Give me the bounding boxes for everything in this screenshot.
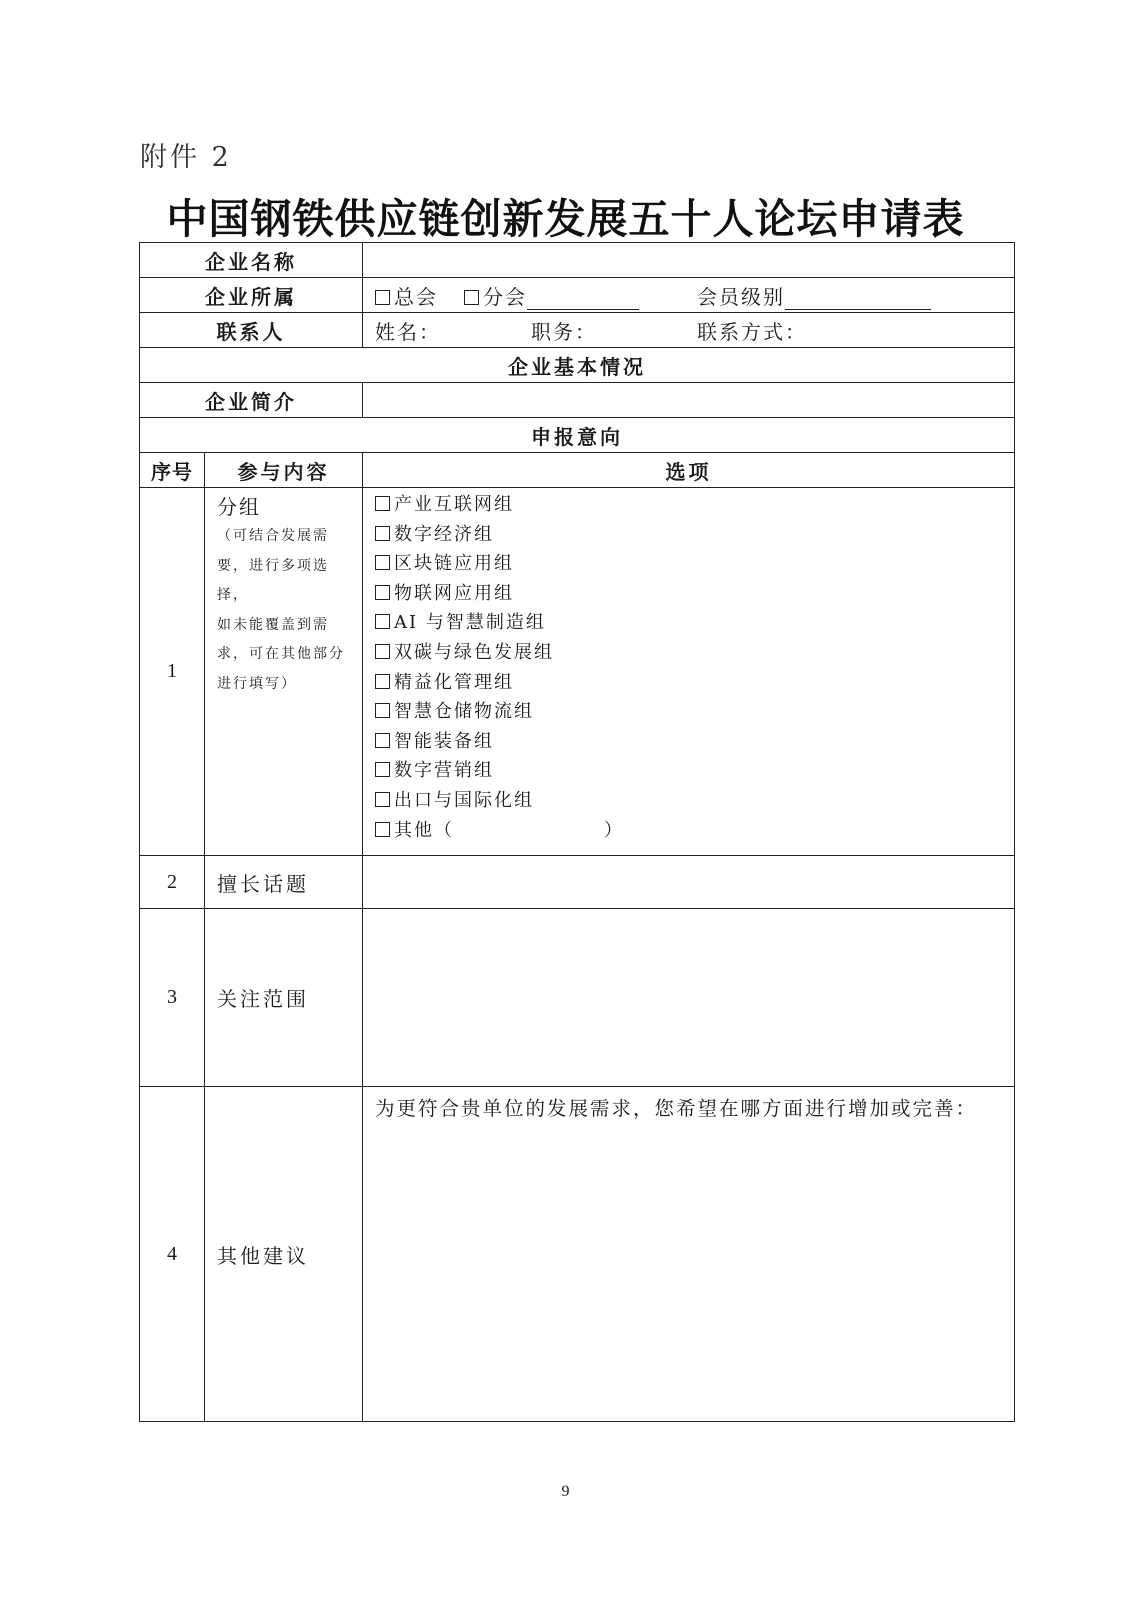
row-intro bbox=[140, 383, 1015, 418]
checkbox[interactable] bbox=[375, 496, 390, 511]
checkbox[interactable] bbox=[375, 526, 390, 541]
checkbox[interactable] bbox=[375, 555, 390, 570]
checkbox[interactable] bbox=[375, 644, 390, 659]
section-basic-info: 企业基本情况 bbox=[140, 348, 1015, 383]
option-label: 智能装备组 bbox=[394, 730, 494, 752]
option-label: 区块链应用组 bbox=[394, 553, 514, 575]
option-label: 出口与国际化组 bbox=[394, 789, 534, 811]
checkbox[interactable] bbox=[375, 674, 390, 689]
other-open-label: 其他（ bbox=[394, 819, 454, 841]
option-label: 智慧仓储物流组 bbox=[394, 701, 534, 723]
suggestions-label: 其他建议 bbox=[205, 1087, 363, 1422]
option-label: 物联网应用组 bbox=[394, 582, 514, 604]
contact-name-label: 姓名： bbox=[375, 319, 441, 344]
row-contact bbox=[140, 313, 1015, 348]
company-name-label: 企业名称 bbox=[140, 243, 363, 278]
expertise-field[interactable] bbox=[363, 856, 1015, 909]
suggestions-prompt: 为更符合贵单位的发展需求，您希望在哪方面进行增加或完善： bbox=[375, 1097, 978, 1120]
group-note bbox=[217, 522, 354, 699]
affiliation-label: 企业所属 bbox=[140, 278, 363, 313]
branch-checkbox[interactable] bbox=[464, 290, 479, 305]
row-number: 2 bbox=[140, 856, 205, 909]
group-note-line: 如未能覆盖到需 bbox=[217, 616, 329, 633]
affiliation-field bbox=[363, 278, 1015, 313]
other-close-label: ） bbox=[604, 819, 624, 841]
row-number: 3 bbox=[140, 909, 205, 1087]
company-name-field[interactable] bbox=[363, 243, 1015, 278]
form-title: 中国钢铁供应链创新发展五十人论坛申请表 bbox=[166, 195, 965, 243]
col-header-content: 参与内容 bbox=[205, 453, 363, 488]
checkbox[interactable] bbox=[375, 614, 390, 629]
contact-title-label: 职务： bbox=[531, 319, 597, 344]
option-item[interactable] bbox=[375, 638, 1014, 668]
contact-field bbox=[363, 313, 1015, 348]
row-group bbox=[140, 488, 1015, 856]
col-header-no: 序号 bbox=[140, 453, 205, 488]
option-item[interactable] bbox=[375, 756, 1014, 786]
row-number: 1 bbox=[140, 488, 205, 856]
attachment-label: 附件 2 bbox=[140, 142, 232, 173]
row-focus bbox=[140, 909, 1015, 1087]
group-note-line: 求，可在其他部分 bbox=[217, 646, 345, 662]
checkbox[interactable] bbox=[375, 762, 390, 777]
checkbox[interactable] bbox=[375, 585, 390, 600]
row-section-basic bbox=[140, 348, 1015, 383]
checkbox[interactable] bbox=[375, 792, 390, 807]
option-label: 数字营销组 bbox=[394, 760, 494, 782]
contact-label: 联系人 bbox=[140, 313, 363, 348]
section-intent: 申报意向 bbox=[140, 418, 1015, 453]
option-other[interactable] bbox=[375, 816, 1014, 846]
row-column-headers bbox=[140, 453, 1015, 488]
contact-method-label: 联系方式： bbox=[697, 319, 807, 344]
row-company-name bbox=[140, 243, 1015, 278]
company-intro-field[interactable] bbox=[363, 383, 1015, 418]
member-level-label: 会员级别 bbox=[697, 284, 785, 309]
suggestions-field[interactable] bbox=[363, 1087, 1015, 1422]
application-form-table bbox=[139, 242, 1015, 1422]
group-note-line: 进行填写） bbox=[217, 675, 297, 692]
row-expertise bbox=[140, 856, 1015, 909]
company-intro-label: 企业简介 bbox=[140, 383, 363, 418]
option-item[interactable] bbox=[375, 786, 1014, 816]
checkbox[interactable] bbox=[375, 703, 390, 718]
option-label: 精益化管理组 bbox=[394, 671, 514, 693]
branch-name-blank[interactable] bbox=[527, 289, 639, 310]
member-level-blank[interactable] bbox=[785, 289, 931, 310]
page-number: 9 bbox=[561, 1483, 570, 1500]
option-label: AI 与智慧制造组 bbox=[394, 612, 546, 634]
group-note-line: （可结合发展需 bbox=[217, 528, 329, 544]
other-checkbox[interactable] bbox=[375, 822, 390, 837]
option-item[interactable] bbox=[375, 727, 1014, 757]
checkbox[interactable] bbox=[375, 733, 390, 748]
option-item[interactable] bbox=[375, 697, 1014, 727]
option-item[interactable] bbox=[375, 549, 1014, 579]
row-suggestions bbox=[140, 1087, 1015, 1422]
option-item[interactable] bbox=[375, 668, 1014, 698]
group-title: 分组 bbox=[217, 495, 261, 519]
group-note-line: 要，进行多项选择， bbox=[217, 557, 329, 603]
option-label: 数字经济组 bbox=[394, 523, 494, 545]
option-label: 双碳与绿色发展组 bbox=[394, 641, 554, 663]
option-item[interactable] bbox=[375, 579, 1014, 609]
group-cell bbox=[205, 488, 363, 856]
focus-label: 关注范围 bbox=[205, 909, 363, 1087]
option-item[interactable] bbox=[375, 520, 1014, 550]
general-assoc-checkbox[interactable] bbox=[375, 290, 390, 305]
general-assoc-option: 总会 bbox=[394, 284, 438, 309]
row-section-intent bbox=[140, 418, 1015, 453]
option-item[interactable] bbox=[375, 608, 1014, 638]
option-label: 产业互联网组 bbox=[394, 494, 514, 515]
row-number: 4 bbox=[140, 1087, 205, 1422]
option-item[interactable] bbox=[375, 490, 1014, 520]
expertise-label: 擅长话题 bbox=[205, 856, 363, 909]
col-header-options: 选项 bbox=[363, 453, 1015, 488]
focus-field[interactable] bbox=[363, 909, 1015, 1087]
group-options bbox=[363, 488, 1015, 856]
branch-option: 分会 bbox=[483, 284, 527, 309]
row-affiliation bbox=[140, 278, 1015, 313]
